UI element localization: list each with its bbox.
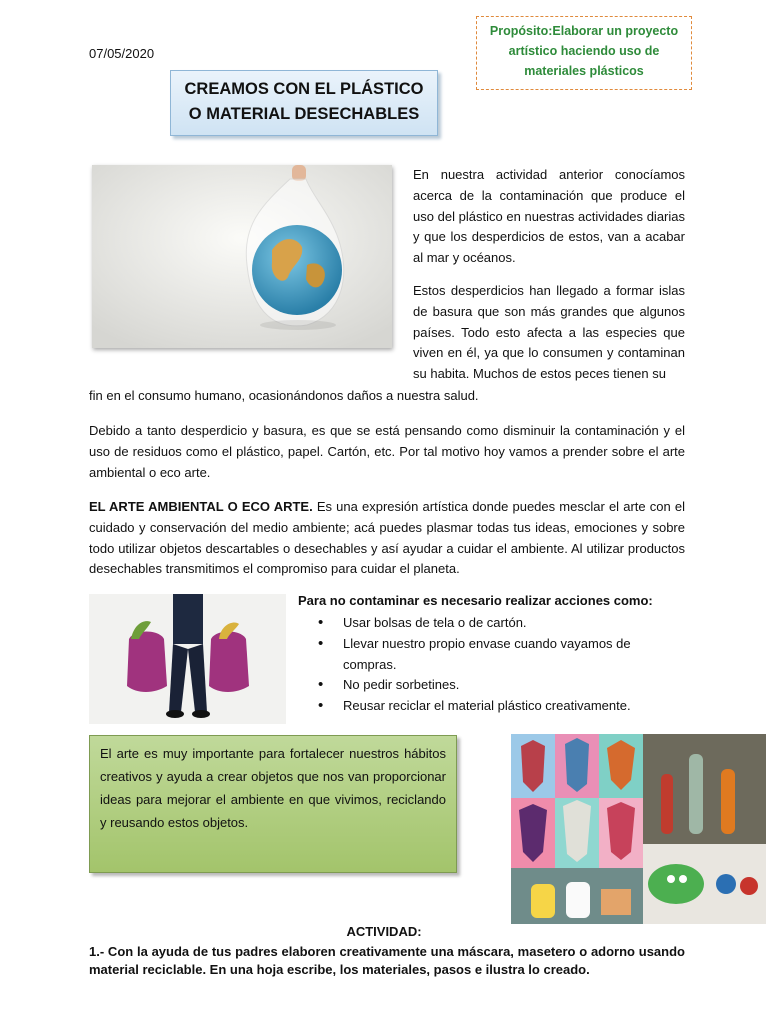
list-item: • Llevar nuestro propio envase cuando vayamos de compras. [318,634,658,676]
purpose-box: Propósito:Elaborar un proyecto artístico haciendo uso de materiales plásticos [476,16,692,90]
paragraph-waste: Debido a tanto desperdicio y basura, es que se está pensando como disminuir la contaminación y el uso de residuos como el plástico, papel. Cartón, etc. Por tal motivo hoy vamos a prender sobre el arte ambiental o eco arte. [89,423,685,480]
reusable-bags-photo [89,594,286,724]
activity-instructions: 1.- Con la ayuda de tus padres elaboren creativamente una máscara, masetero o adorno usando material reciclable. En una hoja escribe, los materiales, pasos e ilustra lo creado. [89,944,685,977]
intro-paragraph-2a: Estos desperdicios han llegado a formar islas de basura que son más grandes que algunos países. Todo esto afecta a las especies que viven en él, ya que lo consumen y contaminan su habita. Muchos de estos peces tienen su [413,283,685,382]
highlight-box: El arte es muy importante para fortalecer nuestros hábitos creativos y ayuda a crear objetos que nos van proporcionar ideas para mejorar el ambiente en que vivimos, reciclando y reusando estos objetos. [89,735,457,873]
intro-paragraph-2b: fin en el consumo humano, ocasionándonos daños a nuestra salud. [89,388,479,403]
eco-art-heading: EL ARTE AMBIENTAL O ECO ARTE. [89,499,313,514]
globe-in-plastic-bag-photo [92,165,392,348]
list-item: • Usar bolsas de tela o de cartón. [318,613,658,634]
paragraph-eco-art [89,497,685,580]
activity-heading: ACTIVIDAD: [346,924,422,939]
title-line-1: CREAMOS CON EL PLÁSTICO [184,80,424,98]
actions-list [318,613,658,717]
intro-paragraph-1: En nuestra actividad anterior conocíamos acerca de la contaminación que produce el uso del plástico en nuestras actividades diarias y que los desperdicios de estos, van a acabar al mar y océanos. [413,167,685,266]
page-title [170,70,438,136]
document-date: 07/05/2020 [89,46,155,61]
recycled-crafts-collage [511,734,766,924]
list-item: • Reusar reciclar el material plástico creativamente. [318,696,658,717]
actions-lead: Para no contaminar es necesario realizar acciones como: [298,593,653,608]
title-line-2: O MATERIAL DESECHABLES [188,105,420,123]
eco-art-text: Es una expresión artística donde puedes mesclar el arte con el cuidado y conservación del medio ambiente; acá puedes plasmar todas tus ideas, emociones y sobre todo utilizar objetos descartables o desechables y así ayudar a cuidar el ambiente. Al utilizar productos desechables transmitimos el compromiso para cuidar el planeta. [89,499,685,577]
list-item: • No pedir sorbetines. [318,675,658,696]
